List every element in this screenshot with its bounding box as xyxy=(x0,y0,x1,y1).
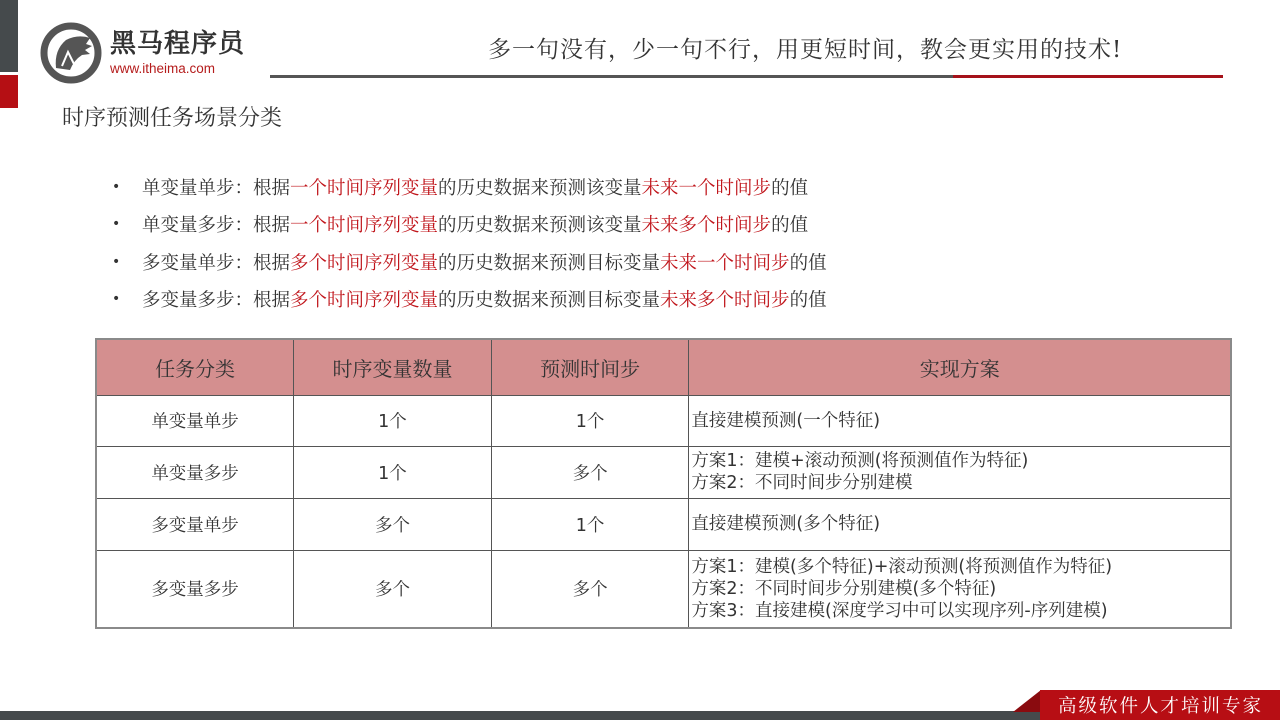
horse-logo-icon xyxy=(38,22,104,84)
cell-plan xyxy=(689,395,1231,446)
bullet-text: 的值 xyxy=(789,290,827,312)
cell-steps: 1个 xyxy=(491,498,689,550)
table-header-row xyxy=(96,339,1231,395)
bullet-item xyxy=(112,281,827,319)
plan-line: 方案1：建模+滚动预测(将预测值作为特征) xyxy=(691,451,1029,471)
table-row xyxy=(96,498,1231,550)
cell-vars: 1个 xyxy=(294,446,492,498)
bullet-highlight: 未来多个时间步 xyxy=(660,290,790,312)
table-row xyxy=(96,446,1231,498)
bullet-highlight: 未来多个时间步 xyxy=(641,215,772,237)
bullet-highlight: 多个时间序列变量 xyxy=(290,290,439,312)
cell-task: 多变量多步 xyxy=(96,550,294,628)
cell-vars: 多个 xyxy=(294,550,492,628)
bullet-text: 的值 xyxy=(789,252,827,274)
left-accent-bar-dark xyxy=(0,0,18,72)
plan-line: 方案1：建模(多个特征)+滚动预测(将预测值作为特征) xyxy=(691,556,1113,577)
bullet-text: 的值 xyxy=(771,177,809,199)
bullet-label: 多变量单步：根据 xyxy=(142,252,291,274)
bullet-text: 的值 xyxy=(771,215,809,237)
cell-task: 多变量单步 xyxy=(96,498,294,550)
bullet-dot-icon: • xyxy=(112,291,121,308)
cell-task: 单变量多步 xyxy=(96,446,294,498)
cell-vars: 1个 xyxy=(294,395,492,446)
bullet-dot-icon: • xyxy=(112,253,121,270)
logo-url: www.itheima.com xyxy=(110,61,216,76)
bullet-text: 的历史数据来预测该变量 xyxy=(438,177,642,199)
footer-tagline: 高级软件人才培训专家 xyxy=(1058,696,1264,717)
bullet-list xyxy=(112,168,827,318)
cell-plan xyxy=(689,498,1231,550)
cell-steps: 多个 xyxy=(491,446,689,498)
bullet-highlight: 一个时间序列变量 xyxy=(290,177,439,199)
cell-task: 单变量单步 xyxy=(96,395,294,446)
page-title: 时序预测任务场景分类 xyxy=(62,106,283,131)
cell-plan xyxy=(689,446,1231,498)
bullet-text: 的历史数据来预测目标变量 xyxy=(438,252,661,274)
slogan: 多一句没有，少一句不行，用更短时间，教会更实用的技术! xyxy=(488,37,1123,63)
bullet-text: 的历史数据来预测该变量 xyxy=(438,215,642,237)
header-divider-gray xyxy=(270,75,953,78)
header-task: 任务分类 xyxy=(96,339,294,395)
cell-steps: 多个 xyxy=(491,550,689,628)
plan-line: 方案2：不同时间步分别建模 xyxy=(691,473,913,493)
bullet-dot-icon: • xyxy=(112,178,121,195)
bullet-highlight: 未来一个时间步 xyxy=(660,252,790,274)
plan-line: 直接建模预测(多个特征) xyxy=(691,514,881,534)
header-steps: 预测时间步 xyxy=(491,339,689,395)
plan-line: 直接建模预测(一个特征) xyxy=(691,410,881,431)
left-accent-bar-red xyxy=(0,75,18,108)
bullet-text: 的历史数据来预测目标变量 xyxy=(438,290,661,312)
bullet-label: 单变量单步：根据 xyxy=(142,177,291,199)
cell-vars: 多个 xyxy=(294,498,492,550)
bullet-highlight: 一个时间序列变量 xyxy=(290,215,439,237)
header-plan: 实现方案 xyxy=(689,339,1231,395)
bullet-item xyxy=(112,206,827,244)
header-vars: 时序变量数量 xyxy=(294,339,492,395)
bullet-item xyxy=(112,168,827,206)
header-divider-red xyxy=(953,75,1223,78)
cell-steps: 1个 xyxy=(491,395,689,446)
bullet-label: 单变量多步：根据 xyxy=(142,215,291,237)
logo-brand-name: 黑马程序员 xyxy=(110,29,246,59)
bullet-highlight: 未来一个时间步 xyxy=(641,177,772,199)
bullet-label: 多变量多步：根据 xyxy=(142,290,291,312)
task-classification-table xyxy=(95,338,1232,629)
footer-ribbon-fold xyxy=(1013,690,1041,712)
table-row xyxy=(96,395,1231,446)
bullet-item xyxy=(112,243,827,281)
plan-line: 方案2：不同时间步分别建模(多个特征) xyxy=(691,578,997,599)
bullet-highlight: 多个时间序列变量 xyxy=(290,252,439,274)
logo xyxy=(38,22,245,84)
cell-plan xyxy=(689,550,1231,628)
plan-line: 方案3：直接建模(深度学习中可以实现序列-序列建模) xyxy=(691,600,1108,621)
bullet-dot-icon: • xyxy=(112,216,121,233)
table-row xyxy=(96,550,1231,628)
